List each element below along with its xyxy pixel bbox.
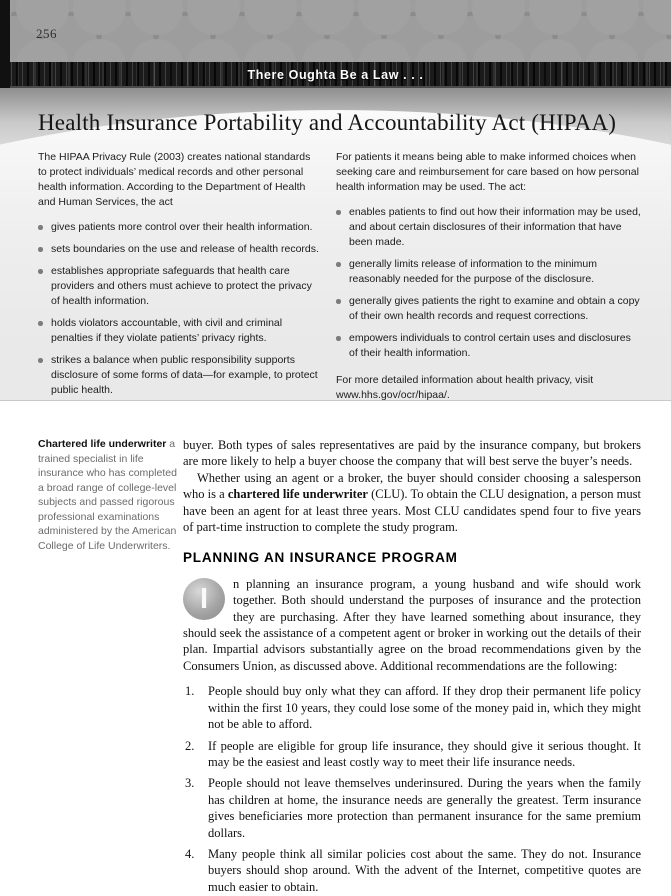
page-number: 256 — [36, 26, 57, 41]
body-paragraph-2 — [183, 470, 641, 536]
item-text: People should not leave themselves underinsured. During the years when the family has children at home, the insurance needs are generally the greatest. Term insurance gives beneficiaries more protection than permanent insurance for the same premium dollars. — [208, 776, 641, 840]
numbered-item — [183, 683, 641, 732]
item-text: If people are eligible for group life insurance, they should give it serious thought. It may be the easiest and least costly way to meet their life insurance needs. — [208, 738, 641, 769]
bullet-dot-icon — [38, 264, 51, 309]
bullet-dot-icon — [38, 353, 51, 398]
dropcap-circle — [183, 578, 225, 620]
intro-paragraph — [183, 576, 641, 674]
main-text-column — [183, 437, 641, 896]
left-edge-strip — [0, 0, 10, 88]
bullet-item — [38, 353, 322, 398]
feature-footer-url-text: For more detailed information about health privacy, visit www.hhs.gov/ocr/hipaa/. — [336, 374, 594, 400]
item-text: People should buy only what they can afford. If they drop their permanent life policy within the first 10 years, they could lose some of the money paid in, which they might not be able to afford. — [208, 684, 641, 732]
bold-key-term: chartered life underwriter — [227, 487, 368, 502]
item-text: Many people think all similar policies cost about the same. They do not. Insurance buyers should shop around. With the advent of the Internet, competitive quotes are much easier to obtain. — [208, 846, 641, 894]
chapter-feature-banner — [0, 62, 671, 88]
dropcap-letter: I — [199, 582, 209, 615]
header-circle-pattern — [0, 0, 671, 62]
section-heading: PLANNING AN INSURANCE PROGRAM — [183, 550, 458, 566]
bullet-text: generally gives patients the right to examine and obtain a copy of their own health records and request corrections. — [349, 295, 640, 322]
bullet-dot-icon — [336, 331, 349, 361]
item-number: 2. — [185, 738, 195, 753]
feature-right-column — [336, 150, 641, 400]
numbered-item — [183, 846, 641, 895]
bullet-dot-icon — [38, 242, 51, 257]
definition-term: Chartered life underwriter — [38, 438, 167, 450]
bullet-item — [38, 316, 322, 346]
bullet-text: sets boundaries on the use and release of health records. — [51, 243, 319, 255]
bullet-item — [336, 331, 641, 361]
bullet-dot-icon — [336, 205, 349, 250]
bullet-item — [336, 257, 641, 287]
hipaa-feature-box — [0, 88, 671, 400]
numbered-item — [183, 738, 641, 771]
definition-sidebar — [38, 437, 178, 896]
paragraph-2-text: Whether using an agent or a broker, the buyer should consider choosing a salesperson who is a — [183, 470, 641, 502]
feature-right-bullet-list — [336, 205, 641, 361]
body-paragraph-1: buyer. Both types of sales representatives are paid by the insurance company, but brokers are more likely to help a buyer choose the company that will best serve the buyer’s needs. — [183, 438, 641, 469]
feature-right-intro: For patients it means being able to make informed choices when seeking care and reimbursement for care based on how personal health information may be used. The act: — [336, 151, 639, 193]
bullet-text: enables patients to find out how their information may be used, and about certain disclosures of their information that have been made. — [349, 206, 641, 248]
recommendations-list — [183, 683, 641, 895]
bullet-text: empowers individuals to control certain uses and disclosures of their health information. — [349, 332, 631, 359]
bullet-text: establishes appropriate safeguards that health care providers and others must achieve to protect the privacy of health information. — [51, 265, 312, 307]
item-number: 4. — [185, 846, 195, 861]
item-number: 1. — [185, 684, 195, 699]
intro-paragraph-text: n planning an insurance program, a young husband and wife should work together. Both should understand the purposes of insurance and the protection they are purchasing. After they have learned something about insurance, they should seek the assistance of a competent agent or broker in working out the details of their plan. Impartial advisors substantially agree on the broad recommendations given by the Consumers Union, as discussed above. Additional recommendations are the following: — [183, 576, 641, 673]
feature-columns — [0, 136, 671, 400]
feature-left-bullet-list — [38, 220, 322, 398]
bullet-item — [336, 205, 641, 250]
bullet-text: strikes a balance when public responsibility supports disclosure of some forms of data—for example, to protect public health. — [51, 354, 318, 396]
main-content — [0, 400, 671, 896]
bullet-text: generally limits release of information to the minimum reasonably needed for the purpose of the disclosure. — [349, 258, 598, 285]
item-number: 3. — [185, 776, 195, 791]
bullet-item — [336, 294, 641, 324]
bullet-item — [38, 220, 322, 235]
bullet-dot-icon — [336, 257, 349, 287]
definition-text: a trained specialist in life insurance who has completed a broad range of college-level subjects and passed rigorous professional examinations administered by the American College of Life Underwriters. — [38, 438, 177, 552]
bullet-dot-icon — [38, 220, 51, 235]
feature-left-column — [38, 150, 322, 400]
bullet-text: holds violators accountable, with civil and criminal penalties if they violate patients’ privacy rights. — [51, 317, 283, 344]
bullet-dot-icon — [38, 316, 51, 346]
paragraph-2-text-cont: (CLU). To obtain the CLU designation, a person must have been an agent for at least three years. Most CLU candidates spend four to five years of part-time instruction to complete the study program. — [183, 487, 641, 535]
bullet-dot-icon — [336, 294, 349, 324]
numbered-item — [183, 775, 641, 841]
bullet-item — [38, 264, 322, 309]
bullet-text: gives patients more control over their health information. — [51, 221, 313, 233]
feature-left-intro: The HIPAA Privacy Rule (2003) creates national standards to protect individuals’ medical records and other personal health information. According to the Department of Health and Human Services, the act — [38, 151, 311, 208]
banner-title: There Oughta Be a Law . . . — [247, 68, 424, 82]
bullet-item — [38, 242, 322, 257]
feature-title: Health Insurance Portability and Accountability Act (HIPAA) — [38, 110, 617, 135]
